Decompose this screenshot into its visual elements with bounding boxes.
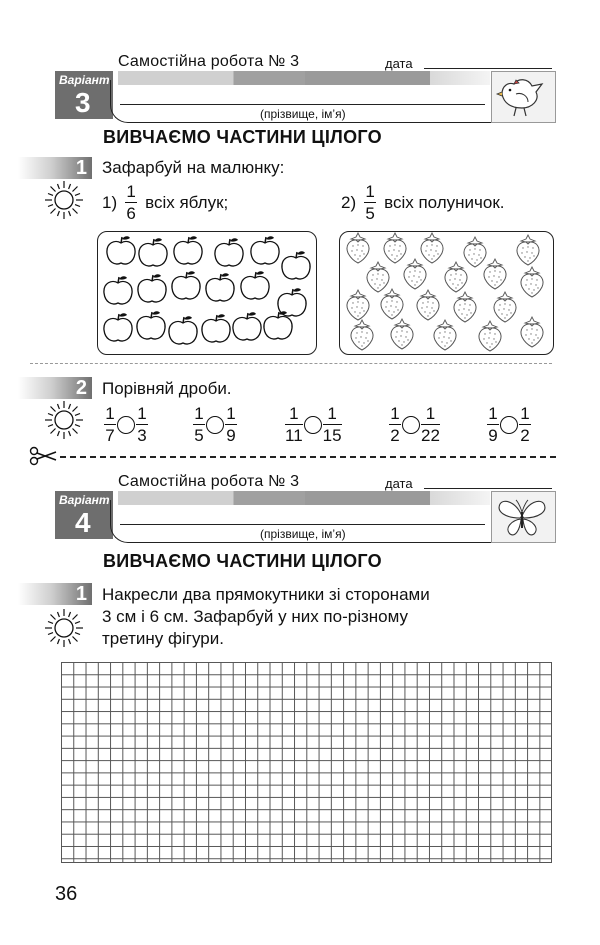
work-title: Самостійна робота № 3 bbox=[118, 473, 300, 490]
apple-icon[interactable] bbox=[282, 251, 310, 279]
strawberry-icon[interactable] bbox=[417, 290, 439, 320]
task-number: 1 bbox=[75, 583, 87, 605]
date-label: дата bbox=[385, 476, 413, 491]
task-number: 1 bbox=[75, 157, 87, 179]
fraction bbox=[104, 405, 116, 444]
apple-icon[interactable] bbox=[174, 236, 202, 264]
work-title: Самостійна робота № 3 bbox=[118, 53, 300, 70]
fraction-numerator: 1 bbox=[327, 404, 337, 423]
strawberry-icon[interactable] bbox=[404, 259, 426, 289]
apple-icon[interactable] bbox=[241, 271, 269, 299]
comparison-circle[interactable] bbox=[402, 416, 420, 434]
fraction-numerator: 1 bbox=[390, 404, 400, 423]
task-text-line: третину фігури. bbox=[102, 629, 224, 648]
name-field[interactable] bbox=[120, 524, 485, 525]
strawberry-icon[interactable] bbox=[384, 233, 406, 263]
task-item-strawberries bbox=[341, 183, 505, 222]
variant-number: 3 bbox=[75, 87, 91, 118]
butterfly-picture-frame bbox=[491, 491, 556, 543]
variant-label: Варіант bbox=[59, 73, 110, 87]
fraction-comparison bbox=[193, 405, 237, 444]
strawberry-icon[interactable] bbox=[434, 320, 456, 350]
bird-icon bbox=[492, 72, 552, 120]
divider-line bbox=[30, 363, 552, 364]
fraction-comparison bbox=[487, 405, 531, 444]
strawberry-icon[interactable] bbox=[454, 292, 476, 322]
apple-icon[interactable] bbox=[139, 238, 167, 266]
fraction-numerator: 1 bbox=[137, 404, 147, 423]
fraction-comparison bbox=[389, 405, 440, 444]
fraction bbox=[421, 405, 440, 444]
item-text: всіх яблук; bbox=[145, 192, 229, 212]
fraction-numerator: 1 bbox=[194, 404, 204, 423]
fraction-denominator: 7 bbox=[105, 426, 115, 445]
apples-picture bbox=[97, 231, 317, 355]
apple-icon[interactable] bbox=[202, 314, 230, 342]
fraction-comparison bbox=[104, 405, 148, 444]
section-heading: ВИВЧАЄМО ЧАСТИНИ ЦІЛОГО bbox=[103, 551, 382, 571]
fraction-denominator: 3 bbox=[137, 426, 147, 445]
apple-icon[interactable] bbox=[104, 276, 132, 304]
fraction-numerator: 1 bbox=[105, 404, 115, 423]
sun-icon bbox=[42, 606, 86, 650]
fraction-denominator: 2 bbox=[520, 426, 530, 445]
fraction bbox=[364, 183, 376, 222]
fraction bbox=[487, 405, 499, 444]
fraction bbox=[225, 405, 237, 444]
scissors-icon bbox=[28, 446, 58, 466]
strawberry-icon[interactable] bbox=[347, 290, 369, 320]
cut-line bbox=[60, 456, 556, 458]
fraction bbox=[193, 405, 205, 444]
comparison-circle[interactable] bbox=[117, 416, 135, 434]
fraction-denominator: 11 bbox=[285, 426, 303, 445]
task-text-line: 3 см і 6 см. Зафарбуй у них по-різному bbox=[102, 607, 408, 626]
fraction bbox=[285, 405, 303, 444]
fraction-denominator: 6 bbox=[126, 204, 136, 223]
fraction-denominator: 9 bbox=[226, 426, 236, 445]
name-hint: (прізвище, ім’я) bbox=[260, 107, 346, 121]
apple-icon[interactable] bbox=[251, 236, 279, 264]
item-label: 2) bbox=[341, 192, 357, 212]
strawberries-picture bbox=[339, 231, 554, 355]
fraction-numerator: 1 bbox=[226, 404, 236, 423]
item-text: всіх полуничок. bbox=[384, 192, 505, 212]
strawberry-icon[interactable] bbox=[464, 237, 486, 267]
task-text: Зафарбуй на малюнку: bbox=[102, 158, 285, 177]
item-label: 1) bbox=[102, 192, 118, 212]
fraction bbox=[519, 405, 531, 444]
apple-icon[interactable] bbox=[172, 271, 200, 299]
strawberry-icon[interactable] bbox=[494, 292, 516, 322]
date-field[interactable] bbox=[424, 488, 552, 489]
name-field[interactable] bbox=[120, 104, 485, 105]
fraction-numerator: 1 bbox=[425, 404, 436, 423]
fraction bbox=[125, 183, 137, 222]
fraction-denominator: 15 bbox=[322, 426, 342, 445]
fraction-denominator: 22 bbox=[421, 426, 440, 445]
strawberry-icon[interactable] bbox=[351, 320, 373, 350]
task-badge bbox=[18, 377, 92, 399]
apple-icon[interactable] bbox=[137, 311, 165, 339]
apple-icon[interactable] bbox=[215, 238, 243, 266]
fraction bbox=[323, 405, 342, 444]
fraction-numerator: 1 bbox=[488, 404, 498, 423]
fraction-numerator: 1 bbox=[289, 404, 299, 423]
fraction-numerator: 1 bbox=[126, 182, 136, 201]
date-label: дата bbox=[385, 56, 413, 71]
fraction-numerator: 1 bbox=[520, 404, 530, 423]
comparison-circle[interactable] bbox=[206, 416, 224, 434]
date-field[interactable] bbox=[424, 68, 552, 69]
apple-icon[interactable] bbox=[206, 273, 234, 301]
strawberry-icon[interactable] bbox=[521, 267, 543, 297]
comparison-circle[interactable] bbox=[304, 416, 322, 434]
task-text bbox=[102, 584, 430, 650]
sun-icon bbox=[42, 398, 86, 442]
page-number: 36 bbox=[55, 883, 78, 905]
task-text: Порівняй дроби. bbox=[102, 379, 232, 398]
strawberry-icon[interactable] bbox=[445, 262, 467, 292]
strawberry-icon[interactable] bbox=[484, 259, 506, 289]
fraction-denominator: 5 bbox=[365, 204, 375, 223]
apple-icon[interactable] bbox=[104, 313, 132, 341]
task-badge bbox=[18, 157, 92, 179]
strawberry-icon[interactable] bbox=[381, 289, 403, 319]
fraction-numerator: 1 bbox=[365, 182, 375, 201]
name-hint: (прізвище, ім’я) bbox=[260, 527, 346, 541]
fraction bbox=[136, 405, 148, 444]
strawberry-icon[interactable] bbox=[367, 262, 389, 292]
apple-icon[interactable] bbox=[138, 274, 166, 302]
strawberry-icon[interactable] bbox=[521, 317, 543, 347]
comparison-circle[interactable] bbox=[500, 416, 518, 434]
strawberry-icon[interactable] bbox=[421, 233, 443, 263]
fraction bbox=[389, 405, 401, 444]
square-grid[interactable] bbox=[61, 662, 552, 863]
variant-box bbox=[55, 71, 113, 119]
task-item-apples bbox=[102, 183, 228, 222]
variant-label: Варіант bbox=[59, 493, 110, 507]
fraction-denominator: 5 bbox=[194, 426, 204, 445]
variant-box bbox=[55, 491, 113, 539]
strawberry-icon[interactable] bbox=[479, 321, 501, 351]
strawberry-icon[interactable] bbox=[347, 233, 369, 263]
fraction-comparison bbox=[285, 405, 342, 444]
apple-icon[interactable] bbox=[169, 316, 197, 344]
apple-icon[interactable] bbox=[233, 312, 261, 340]
task-text-line: Накресли два прямокутники зі сторонами bbox=[102, 585, 430, 604]
strawberry-icon[interactable] bbox=[517, 235, 539, 265]
task-number: 2 bbox=[75, 377, 87, 399]
fraction-denominator: 9 bbox=[488, 426, 498, 445]
variant-number: 4 bbox=[75, 507, 91, 538]
butterfly-icon bbox=[492, 492, 552, 540]
section-heading: ВИВЧАЄМО ЧАСТИНИ ЦІЛОГО bbox=[103, 127, 382, 147]
fraction-denominator: 2 bbox=[390, 426, 400, 445]
strawberry-icon[interactable] bbox=[391, 319, 413, 349]
task-badge bbox=[18, 583, 92, 605]
bird-picture-frame bbox=[491, 71, 556, 123]
apple-icon[interactable] bbox=[107, 236, 135, 264]
sun-icon bbox=[42, 178, 86, 222]
